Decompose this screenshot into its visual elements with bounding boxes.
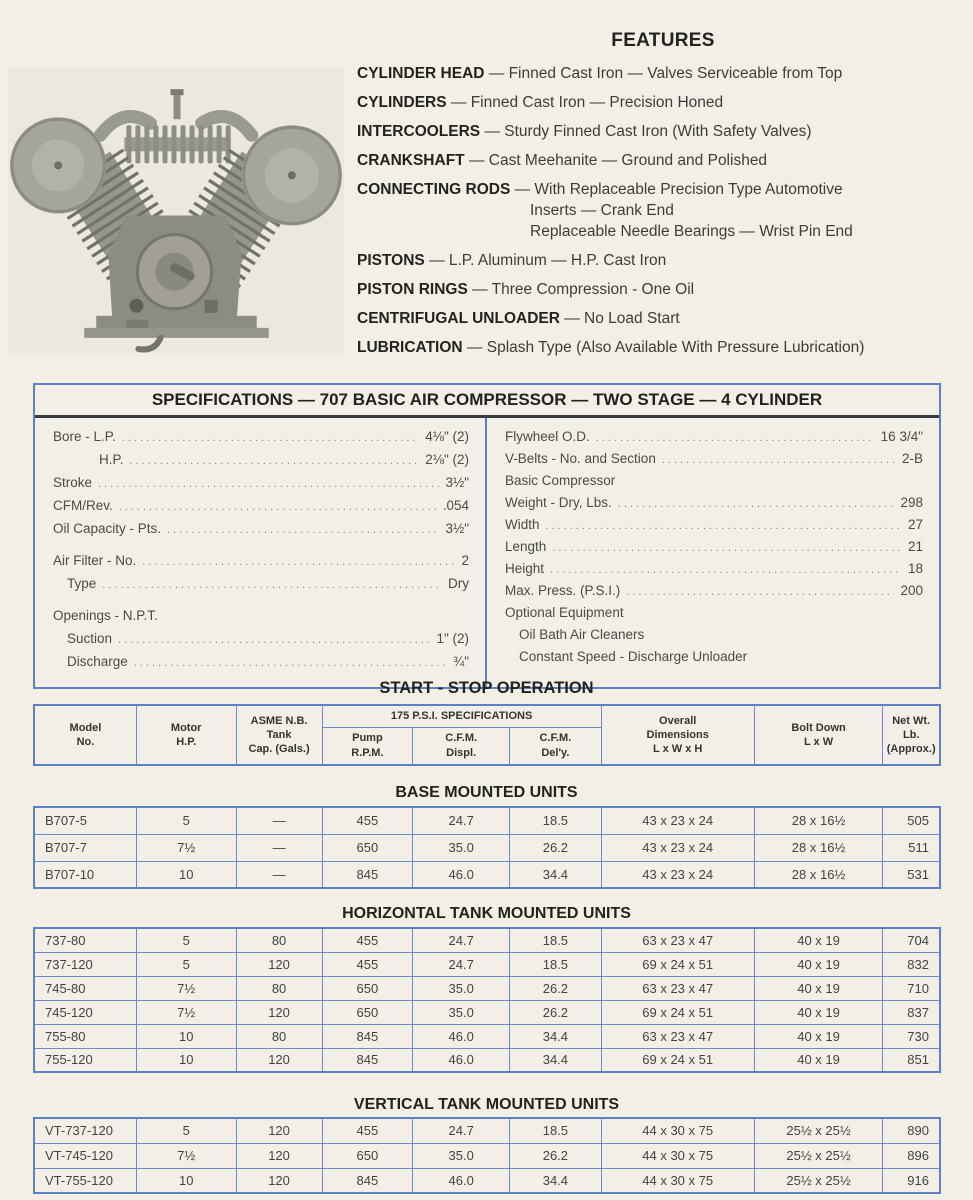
vertical-tank-title: VERTICAL TANK MOUNTED UNITS [353, 1096, 620, 1113]
table-cell: 18.5 [510, 807, 602, 834]
table-cell: 5 [136, 952, 236, 976]
table-cell: 455 [322, 1118, 413, 1143]
spec-label: Max. Press. (P.S.I.) [505, 583, 621, 598]
feature-item [357, 279, 969, 300]
table-cell: 69 x 24 x 51 [601, 1000, 754, 1024]
table-cell: 120 [236, 1048, 322, 1072]
spec-label: H.P. [99, 452, 124, 467]
spec-line [505, 561, 923, 583]
dot-leader [626, 586, 894, 598]
spec-line [53, 553, 469, 576]
table-row [34, 928, 940, 952]
table-cell: 34.4 [510, 1024, 602, 1048]
table-cell: 10 [136, 1048, 236, 1072]
spec-label: Basic Compressor [505, 473, 616, 488]
spec-left-column [35, 418, 487, 687]
table-cell: 7½ [136, 1000, 236, 1024]
spec-value: 16 3/4" [880, 429, 923, 444]
spec-label: Flywheel O.D. [505, 429, 590, 444]
features-list [357, 63, 969, 358]
dot-leader [118, 634, 430, 646]
table-cell: 650 [322, 834, 413, 861]
spec-line [505, 451, 923, 473]
dot-leader [618, 498, 895, 510]
table-cell: VT-755-120 [34, 1168, 136, 1193]
feature-label: CYLINDERS [357, 94, 447, 111]
table-cell: 120 [236, 1168, 322, 1193]
spec-line [53, 631, 469, 654]
table-cell: 44 x 30 x 75 [601, 1168, 754, 1193]
features-section [357, 30, 969, 366]
table-cell: 44 x 30 x 75 [601, 1118, 754, 1143]
table-cell: 18.5 [510, 928, 602, 952]
spec-value: 21 [907, 539, 923, 554]
column-header: Model No. [34, 705, 136, 765]
table-cell: 34.4 [510, 1048, 602, 1072]
spec-right-column [487, 418, 939, 687]
table-cell: 10 [136, 1168, 236, 1193]
feature-label: CRANKSHAFT [357, 152, 465, 169]
table-cell: 730 [883, 1024, 940, 1048]
table-row [34, 1143, 940, 1168]
table-cell: 63 x 23 x 47 [601, 1024, 754, 1048]
spec-label: Stroke [53, 475, 93, 490]
table-cell: — [236, 861, 322, 888]
table-cell: — [236, 834, 322, 861]
dot-leader [167, 524, 439, 536]
table-cell: B707-7 [34, 834, 136, 861]
table-cell: 896 [883, 1143, 940, 1168]
table-cell: 10 [136, 1024, 236, 1048]
spec-value: 2-B [901, 451, 923, 466]
spec-label: Width [505, 517, 540, 532]
table-cell: 63 x 23 x 47 [601, 928, 754, 952]
table-cell: 837 [883, 1000, 940, 1024]
spec-value: 3½" [445, 475, 469, 490]
table-cell: 890 [883, 1118, 940, 1143]
feature-label: CENTRIFUGAL UNLOADER [357, 310, 560, 327]
table-cell: 35.0 [413, 1000, 510, 1024]
table-cell: 28 x 16½ [754, 861, 883, 888]
table-row [34, 976, 940, 1000]
spec-label: Height [505, 561, 545, 576]
table-cell: 26.2 [510, 834, 602, 861]
spec-line [505, 649, 923, 671]
table-cell: 40 x 19 [754, 952, 883, 976]
feature-item [357, 63, 969, 84]
feature-text: — No Load Start [559, 310, 680, 327]
table-cell: 18.5 [510, 952, 602, 976]
table-cell: 35.0 [413, 834, 510, 861]
spec-line [53, 498, 469, 521]
spec-label: CFM/Rev. [53, 498, 113, 513]
table-cell: 80 [236, 976, 322, 1000]
feature-extra-line: Inserts — Crank End [530, 202, 674, 219]
table-cell: 46.0 [413, 1048, 510, 1072]
feature-text: — With Replaceable Precision Type Automotive [510, 181, 843, 198]
table-cell: 650 [322, 1143, 413, 1168]
spec-line [505, 495, 923, 517]
spec-value: 2 [461, 553, 469, 568]
header-row-group [34, 705, 940, 727]
table-cell: 745-120 [34, 1000, 136, 1024]
dot-leader [550, 564, 902, 576]
compressor-photo [8, 66, 344, 354]
table-cell: 80 [236, 1024, 322, 1048]
table-cell: 26.2 [510, 1000, 602, 1024]
spec-line [53, 429, 469, 452]
table-cell: VT-745-120 [34, 1143, 136, 1168]
spec-value: 27 [907, 517, 923, 532]
spec-line [53, 521, 469, 544]
spec-label: Discharge [67, 654, 128, 669]
table-header [34, 705, 940, 765]
spec-value: .054 [442, 498, 469, 513]
table-cell: 40 x 19 [754, 1048, 883, 1072]
vertical-tank-table [33, 1117, 941, 1194]
table-cell: 120 [236, 1143, 322, 1168]
table-row [34, 861, 940, 888]
spec-value: 1" (2) [436, 631, 469, 646]
column-header: Pump R.P.M. [322, 727, 413, 765]
table-cell: 25½ x 25½ [754, 1118, 883, 1143]
table-cell: 46.0 [413, 861, 510, 888]
table-cell: 745-80 [34, 976, 136, 1000]
table-cell: 35.0 [413, 976, 510, 1000]
table-cell: 28 x 16½ [754, 834, 883, 861]
table-cell: 755-80 [34, 1024, 136, 1048]
feature-text: — Cast Meehanite — Ground and Polished [464, 152, 768, 169]
table-cell: 650 [322, 1000, 413, 1024]
feature-text: — Finned Cast Iron — Valves Serviceable from Top [484, 65, 843, 82]
table-cell: 40 x 19 [754, 976, 883, 1000]
feature-item [357, 337, 969, 358]
spec-value: 2⅛" (2) [425, 452, 469, 467]
spec-label: Oil Bath Air Cleaners [519, 627, 645, 642]
table-cell: 916 [883, 1168, 940, 1193]
table-row [34, 1118, 940, 1143]
spec-line [505, 517, 923, 539]
table-cell: 44 x 30 x 75 [601, 1143, 754, 1168]
table-cell: 737-120 [34, 952, 136, 976]
spec-line [505, 627, 923, 649]
spec-label: Constant Speed - Discharge Unloader [519, 649, 748, 664]
table-cell: 505 [883, 807, 940, 834]
table-cell: 10 [136, 861, 236, 888]
spec-label: Weight - Dry, Lbs. [505, 495, 612, 510]
dot-leader [122, 432, 419, 444]
spec-line [53, 576, 469, 599]
table-cell: 63 x 23 x 47 [601, 976, 754, 1000]
table-cell: 24.7 [413, 928, 510, 952]
spec-value: 4⅛" (2) [425, 429, 469, 444]
table-cell: 69 x 24 x 51 [601, 952, 754, 976]
table-cell: 531 [883, 861, 940, 888]
table-cell: 43 x 23 x 24 [601, 807, 754, 834]
spec-value: 18 [907, 561, 923, 576]
psi-group-header: 175 P.S.I. SPECIFICATIONS [322, 705, 601, 727]
spec-value: Dry [448, 576, 469, 591]
features-title: FEATURES [611, 30, 715, 51]
feature-label: INTERCOOLERS [357, 123, 481, 140]
table-cell: 5 [136, 1118, 236, 1143]
dot-leader [552, 542, 902, 554]
dot-leader [119, 501, 437, 513]
table-cell: 704 [883, 928, 940, 952]
spec-label: Air Filter - No. [53, 553, 137, 568]
table-cell: 24.7 [413, 807, 510, 834]
spec-line [53, 654, 469, 677]
dot-leader [102, 579, 442, 591]
dot-leader [142, 556, 455, 568]
table-cell: 35.0 [413, 1143, 510, 1168]
table-cell: 40 x 19 [754, 928, 883, 952]
column-header: Bolt Down L x W [754, 705, 883, 765]
feature-text: — Splash Type (Also Available With Pressure Lubrication) [462, 339, 865, 356]
table-row [34, 834, 940, 861]
feature-item [357, 308, 969, 329]
horizontal-tank-title: HORIZONTAL TANK MOUNTED UNITS [342, 905, 631, 922]
column-header: C.F.M. Displ. [413, 727, 510, 765]
dot-leader [662, 454, 896, 466]
spec-label: V-Belts - No. and Section [505, 451, 656, 466]
table-cell: B707-5 [34, 807, 136, 834]
spec-label: Optional Equipment [505, 605, 624, 620]
feature-extra-line: Replaceable Needle Bearings — Wrist Pin End [530, 223, 853, 240]
table-cell: 5 [136, 807, 236, 834]
spec-value: 298 [900, 495, 923, 510]
spec-line [505, 473, 923, 495]
spec-line [505, 539, 923, 561]
feature-item [357, 150, 969, 171]
table-row [34, 952, 940, 976]
feature-item [357, 92, 969, 113]
table-cell: 7½ [136, 976, 236, 1000]
dot-leader [546, 520, 902, 532]
base-mounted-title: BASE MOUNTED UNITS [395, 784, 578, 801]
column-header: Net Wt. Lb. (Approx.) [883, 705, 940, 765]
feature-label: CYLINDER HEAD [357, 65, 485, 82]
table-cell: 26.2 [510, 1143, 602, 1168]
table-cell: 25½ x 25½ [754, 1143, 883, 1168]
table-cell: 46.0 [413, 1024, 510, 1048]
table-cell: 832 [883, 952, 940, 976]
feature-label: CONNECTING RODS [357, 181, 511, 198]
table-cell: 46.0 [413, 1168, 510, 1193]
dot-leader [98, 478, 439, 490]
column-header: C.F.M. Del'y. [510, 727, 602, 765]
table-cell: 755-120 [34, 1048, 136, 1072]
table-cell: 24.7 [413, 952, 510, 976]
spec-line [53, 475, 469, 498]
table-row [34, 1048, 940, 1072]
table-cell: 80 [236, 928, 322, 952]
table-cell: 710 [883, 976, 940, 1000]
table-cell: 120 [236, 1118, 322, 1143]
table-cell: 28 x 16½ [754, 807, 883, 834]
dot-leader [130, 455, 420, 467]
table-cell: VT-737-120 [34, 1118, 136, 1143]
spec-line [53, 452, 469, 475]
spec-line [505, 429, 923, 451]
table-cell: 40 x 19 [754, 1000, 883, 1024]
spec-label: Length [505, 539, 547, 554]
table-cell: 40 x 19 [754, 1024, 883, 1048]
table-cell: 7½ [136, 1143, 236, 1168]
table-cell: 845 [322, 1048, 413, 1072]
table-cell: 24.7 [413, 1118, 510, 1143]
compressor-photo-illustration [8, 66, 344, 354]
spec-label: Type [67, 576, 97, 591]
table-cell: 650 [322, 976, 413, 1000]
feature-item [357, 121, 969, 142]
dot-leader [134, 657, 447, 669]
column-header: Overall Dimensions L x W x H [601, 705, 754, 765]
specifications-columns [35, 418, 939, 687]
spec-label: Bore - L.P. [53, 429, 116, 444]
table-cell: 69 x 24 x 51 [601, 1048, 754, 1072]
table-cell: 25½ x 25½ [754, 1168, 883, 1193]
table-cell: 455 [322, 807, 413, 834]
table-cell: 455 [322, 952, 413, 976]
feature-item [357, 179, 969, 242]
table-row [34, 807, 940, 834]
base-mounted-table [33, 806, 941, 889]
column-header: ASME N.B. Tank Cap. (Gals.) [236, 705, 322, 765]
feature-item [357, 250, 969, 271]
spec-line [505, 605, 923, 627]
table-row [34, 1024, 940, 1048]
table-cell: 18.5 [510, 1118, 602, 1143]
table-cell: 120 [236, 952, 322, 976]
table-cell: 26.2 [510, 976, 602, 1000]
table-cell: 43 x 23 x 24 [601, 861, 754, 888]
spec-value: ¾" [452, 654, 469, 669]
feature-text: — Three Compression - One Oil [467, 281, 695, 298]
column-header-table [33, 704, 941, 766]
column-header: Motor H.P. [136, 705, 236, 765]
feature-text: — Finned Cast Iron — Precision Honed [446, 94, 724, 111]
dot-leader [596, 432, 875, 444]
table-cell: — [236, 807, 322, 834]
spec-label: Oil Capacity - Pts. [53, 521, 162, 536]
spec-label: Suction [67, 631, 113, 646]
table-cell: 455 [322, 928, 413, 952]
spec-value: 200 [900, 583, 923, 598]
specifications-title: SPECIFICATIONS — 707 BASIC AIR COMPRESSOR — TWO STAGE — 4 CYLINDER [35, 385, 939, 418]
table-row [34, 1000, 940, 1024]
specifications-box [33, 383, 941, 689]
table-cell: 845 [322, 1168, 413, 1193]
horizontal-tank-table [33, 927, 941, 1073]
feature-label: LUBRICATION [357, 339, 463, 356]
table-row [34, 1168, 940, 1193]
table-cell: 5 [136, 928, 236, 952]
spec-line [53, 608, 469, 631]
feature-text: — L.P. Aluminum — H.P. Cast Iron [424, 252, 667, 269]
table-cell: 43 x 23 x 24 [601, 834, 754, 861]
table-cell: 34.4 [510, 1168, 602, 1193]
spec-value: 3½" [445, 521, 469, 536]
table-cell: B707-10 [34, 861, 136, 888]
table-cell: 851 [883, 1048, 940, 1072]
table-cell: 7½ [136, 834, 236, 861]
table-cell: 845 [322, 1024, 413, 1048]
table-cell: 120 [236, 1000, 322, 1024]
spec-label: Openings - N.P.T. [53, 608, 158, 623]
table-cell: 34.4 [510, 861, 602, 888]
table-cell: 845 [322, 861, 413, 888]
table-cell: 737-80 [34, 928, 136, 952]
spec-line [505, 583, 923, 605]
table-cell: 511 [883, 834, 940, 861]
start-stop-operation-title: START - STOP OPERATION [379, 679, 594, 697]
feature-label: PISTON RINGS [357, 281, 468, 298]
feature-text: — Sturdy Finned Cast Iron (With Safety Valves) [480, 123, 812, 140]
feature-label: PISTONS [357, 252, 425, 269]
